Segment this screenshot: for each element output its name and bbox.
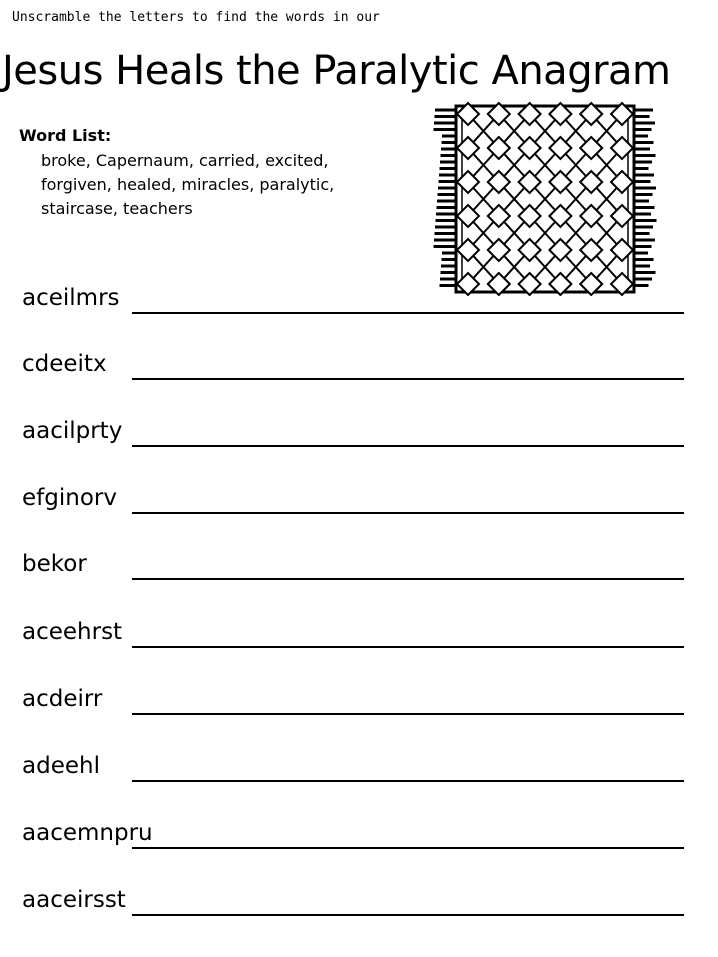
mat-fringe-right [634,110,657,286]
answer-line[interactable] [132,578,684,580]
anagram-row [22,887,684,927]
scrambled-word: aaceirsst [22,887,126,913]
scrambled-word: bekor [22,551,87,577]
anagram-row [22,418,684,458]
scrambled-word: adeehl [22,753,100,779]
answer-line[interactable] [132,914,684,916]
scrambled-word: aceilmrs [22,285,120,311]
mat-illustration [428,100,664,296]
anagram-row [22,619,684,659]
answer-line[interactable] [132,713,684,715]
answer-line[interactable] [132,646,684,648]
word-list-line: forgiven, healed, miracles, paralytic, [41,175,335,194]
anagram-row [22,285,684,325]
answer-line[interactable] [132,847,684,849]
scrambled-word: acdeirr [22,686,103,712]
answer-line[interactable] [132,780,684,782]
word-list-heading: Word List: [19,126,112,145]
word-list-line: staircase, teachers [41,199,193,218]
scrambled-word: aceehrst [22,619,123,645]
instructions-text: Unscramble the letters to find the words in our [12,10,380,25]
anagram-row [22,351,684,391]
anagram-row [22,686,684,726]
answer-line[interactable] [132,512,684,514]
anagram-row [22,753,684,793]
scrambled-word: aacemnpru [22,820,153,846]
word-list [41,149,411,221]
answer-line[interactable] [132,312,684,314]
answer-line[interactable] [132,378,684,380]
anagram-row [22,485,684,525]
scrambled-word: cdeeitx [22,351,107,377]
anagram-row [22,551,684,591]
anagram-row [22,820,684,860]
scrambled-word: efginorv [22,485,117,511]
word-list-line: broke, Capernaum, carried, excited, [41,151,329,170]
answer-line[interactable] [132,445,684,447]
mat-diamond-pattern [457,103,633,295]
mat-fringe-left [434,110,457,286]
page-title: Jesus Heals the Paralytic Anagram [2,48,671,94]
scrambled-word: aacilprty [22,418,123,444]
